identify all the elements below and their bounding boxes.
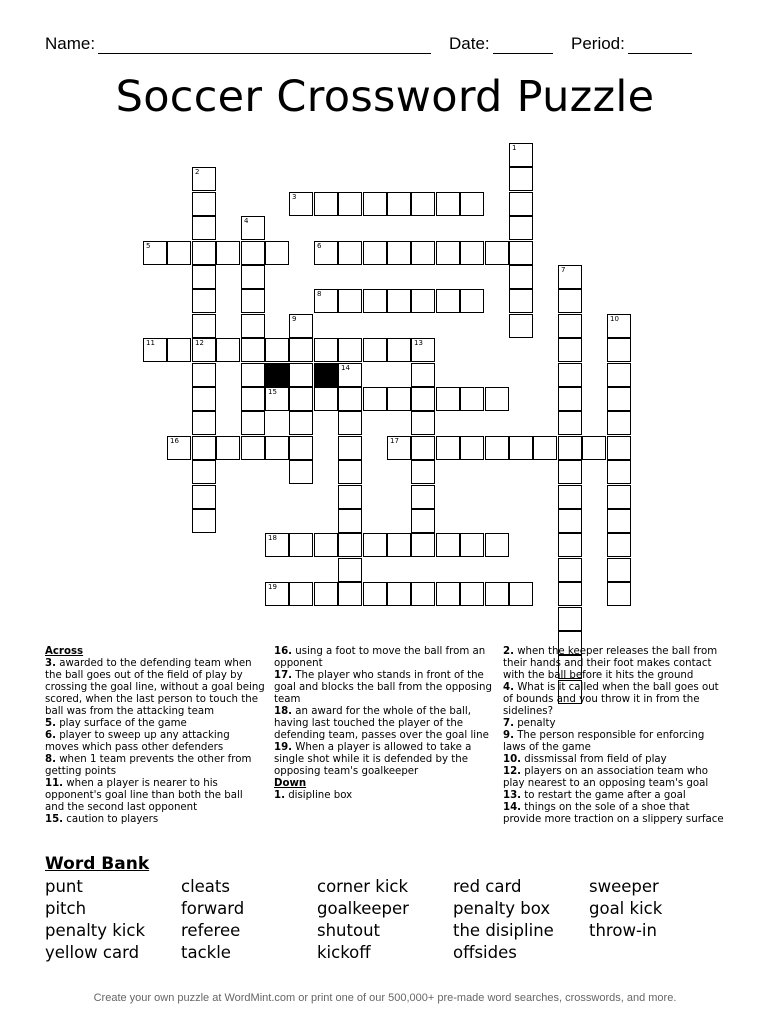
- grid-cell[interactable]: [192, 411, 216, 435]
- clue-text: players on an association team who play nearest to an opposing team's goal: [503, 766, 709, 789]
- clue-number: 10: [610, 315, 619, 323]
- clue-number-label: 10.: [503, 754, 522, 765]
- clue-item: [503, 802, 725, 826]
- grid-cell[interactable]: [558, 485, 582, 509]
- grid-cell[interactable]: [363, 338, 387, 362]
- grid-cell[interactable]: [192, 387, 216, 411]
- grid-cell[interactable]: [460, 387, 484, 411]
- word-bank-word: shutout: [317, 921, 381, 940]
- grid-cell[interactable]: [460, 289, 484, 313]
- grid-cell[interactable]: [192, 241, 216, 265]
- clue-text: an award for the whole of the ball, having last touched the player of the defending team, passes over the goal line: [274, 706, 489, 741]
- grid-cell[interactable]: [460, 582, 484, 606]
- grid-cell[interactable]: [485, 533, 509, 557]
- clue-text: using a foot to move the ball from an opponent: [274, 646, 486, 669]
- word-bank-column: [589, 876, 662, 942]
- clue-number: 12: [195, 339, 204, 347]
- grid-cell[interactable]: [387, 241, 411, 265]
- grid-cell[interactable]: [241, 289, 265, 313]
- clue-item: [45, 814, 265, 826]
- clue-text: The person responsible for enforcing laws of the game: [503, 730, 705, 753]
- grid-cell[interactable]: [192, 314, 216, 338]
- clue-number-label: 11.: [45, 778, 64, 789]
- grid-cell[interactable]: [241, 338, 265, 362]
- grid-cell[interactable]: [314, 289, 338, 313]
- word-bank-word: red card: [453, 877, 522, 896]
- grid-cell[interactable]: [411, 582, 435, 606]
- clue-number: 11: [146, 339, 155, 347]
- grid-cell[interactable]: [241, 387, 265, 411]
- word-bank-word: yellow card: [45, 943, 140, 962]
- grid-cell[interactable]: [387, 582, 411, 606]
- word-bank-word: sweeper: [589, 877, 659, 896]
- grid-cell[interactable]: [607, 460, 631, 484]
- grid-cell[interactable]: [241, 216, 265, 240]
- grid-cell[interactable]: [411, 338, 435, 362]
- grid-cell[interactable]: [192, 363, 216, 387]
- word-bank-word: cleats: [181, 877, 230, 896]
- grid-cell[interactable]: [192, 485, 216, 509]
- word-bank-word: goalkeeper: [317, 899, 409, 918]
- clues-column-1: [45, 646, 265, 826]
- grid-cell[interactable]: [387, 192, 411, 216]
- clue-number: 7: [561, 266, 566, 274]
- grid-cell[interactable]: [241, 436, 265, 460]
- grid-cell[interactable]: [363, 533, 387, 557]
- grid-cell[interactable]: [289, 460, 313, 484]
- grid-cell[interactable]: [289, 411, 313, 435]
- grid-cell[interactable]: [411, 509, 435, 533]
- word-bank-column: [317, 876, 409, 964]
- grid-cell[interactable]: [558, 338, 582, 362]
- clue-number: 1: [512, 144, 517, 152]
- grid-cell[interactable]: [363, 192, 387, 216]
- grid-cell[interactable]: [363, 582, 387, 606]
- grid-cell[interactable]: [167, 241, 191, 265]
- grid-cell[interactable]: [338, 582, 362, 606]
- grid-cell[interactable]: [387, 338, 411, 362]
- clue-number-label: 18.: [274, 706, 293, 717]
- clue-number-label: 16.: [274, 646, 293, 657]
- clue-text: when the keeper releases the ball from their hands and their foot makes contact with the ball before it hits the ground: [503, 646, 718, 681]
- grid-cell[interactable]: [436, 192, 460, 216]
- grid-cell[interactable]: [411, 436, 435, 460]
- grid-cell[interactable]: [289, 387, 313, 411]
- clue-number-label: 4.: [503, 682, 514, 693]
- grid-cell[interactable]: [265, 533, 289, 557]
- clue-item: [503, 730, 725, 754]
- clue-text: to restart the game after a goal: [521, 790, 686, 801]
- grid-cell[interactable]: [387, 533, 411, 557]
- grid-cell[interactable]: [509, 167, 533, 191]
- clue-number-label: 3.: [45, 658, 56, 669]
- grid-cell[interactable]: [509, 241, 533, 265]
- grid-cell[interactable]: [167, 436, 191, 460]
- grid-cell[interactable]: [509, 192, 533, 216]
- grid-cell[interactable]: [436, 582, 460, 606]
- grid-cell[interactable]: [314, 192, 338, 216]
- grid-cell[interactable]: [265, 387, 289, 411]
- grid-cell[interactable]: [558, 558, 582, 582]
- clue-number: 9: [292, 315, 297, 323]
- name-label: Name:: [45, 34, 96, 53]
- grid-cell[interactable]: [192, 509, 216, 533]
- grid-cell[interactable]: [558, 387, 582, 411]
- grid-cell[interactable]: [314, 241, 338, 265]
- grid-cell[interactable]: [607, 387, 631, 411]
- word-bank-word: the disipline: [453, 921, 554, 940]
- clue-text: when a player is nearer to his opponent's goal line than both the ball and the second last opponent: [45, 778, 243, 813]
- grid-cell[interactable]: [607, 582, 631, 606]
- grid-cell[interactable]: [436, 289, 460, 313]
- grid-cell[interactable]: [314, 338, 338, 362]
- clue-number: 17: [390, 437, 399, 445]
- grid-cell[interactable]: [436, 533, 460, 557]
- grid-cell[interactable]: [460, 192, 484, 216]
- clue-text: things on the sole of a shoe that provide more traction on a slippery surface: [503, 802, 724, 825]
- clue-number-label: 6.: [45, 730, 56, 741]
- grid-cell[interactable]: [607, 338, 631, 362]
- word-bank-word: goal kick: [589, 899, 663, 918]
- grid-cell[interactable]: [558, 265, 582, 289]
- grid-cell[interactable]: [509, 265, 533, 289]
- grid-cell[interactable]: [607, 509, 631, 533]
- clue-number-label: 7.: [503, 718, 514, 729]
- clue-number: 16: [170, 437, 179, 445]
- clue-number-label: 15.: [45, 814, 64, 825]
- clue-item: [274, 742, 492, 778]
- grid-cell[interactable]: [338, 436, 362, 460]
- grid-cell[interactable]: [192, 460, 216, 484]
- grid-cell[interactable]: [338, 485, 362, 509]
- word-bank-word: corner kick: [317, 877, 409, 896]
- grid-cell[interactable]: [192, 192, 216, 216]
- clue-number: 14: [341, 364, 350, 372]
- grid-cell[interactable]: [363, 289, 387, 313]
- grid-cell[interactable]: [265, 582, 289, 606]
- clue-item: [503, 682, 725, 718]
- grid-cell[interactable]: [314, 533, 338, 557]
- clue-item: [45, 718, 265, 730]
- grid-cell[interactable]: [411, 289, 435, 313]
- grid-cell[interactable]: [192, 216, 216, 240]
- grid-cell[interactable]: [509, 314, 533, 338]
- grid-cell[interactable]: [289, 582, 313, 606]
- grid-cell[interactable]: [607, 411, 631, 435]
- clues-column-3: [503, 646, 725, 826]
- word-bank-word: offsides: [453, 943, 517, 962]
- black-cell: [265, 363, 289, 387]
- clue-text: play surface of the game: [55, 718, 187, 729]
- grid-cell[interactable]: [485, 436, 509, 460]
- grid-cell[interactable]: [460, 241, 484, 265]
- grid-cell[interactable]: [558, 460, 582, 484]
- grid-cell[interactable]: [289, 363, 313, 387]
- word-bank-word: penalty box: [453, 899, 551, 918]
- grid-cell[interactable]: [460, 533, 484, 557]
- grid-cell[interactable]: [436, 387, 460, 411]
- grid-cell[interactable]: [216, 241, 240, 265]
- grid-cell[interactable]: [509, 436, 533, 460]
- grid-cell[interactable]: [192, 167, 216, 191]
- grid-cell[interactable]: [314, 582, 338, 606]
- grid-cell[interactable]: [509, 143, 533, 167]
- grid-cell[interactable]: [241, 265, 265, 289]
- grid-cell[interactable]: [387, 387, 411, 411]
- grid-cell[interactable]: [607, 558, 631, 582]
- clue-number-label: 5.: [45, 718, 56, 729]
- clue-item: [503, 718, 725, 730]
- clue-text: when 1 team prevents the other from getting points: [45, 754, 252, 777]
- grid-cell[interactable]: [607, 314, 631, 338]
- clues-column-2: [274, 646, 492, 802]
- clue-number-label: 13.: [503, 790, 522, 801]
- clue-number: 2: [195, 168, 200, 176]
- grid-cell[interactable]: [192, 338, 216, 362]
- grid-cell[interactable]: [509, 216, 533, 240]
- grid-cell[interactable]: [216, 436, 240, 460]
- clue-item: [45, 754, 265, 778]
- grid-cell[interactable]: [289, 436, 313, 460]
- grid-cell[interactable]: [509, 582, 533, 606]
- clue-item: [274, 646, 492, 670]
- grid-cell[interactable]: [558, 411, 582, 435]
- grid-cell[interactable]: [143, 241, 167, 265]
- clue-number-label: 12.: [503, 766, 522, 777]
- clue-number-label: 1.: [274, 790, 285, 801]
- clue-text: What is it called when the ball goes out of bounds and you throw it in from the sidelines?: [503, 682, 719, 717]
- grid-cell[interactable]: [289, 314, 313, 338]
- word-bank-word: penalty kick: [45, 921, 146, 940]
- down-heading: Down: [274, 778, 307, 789]
- grid-cell[interactable]: [289, 533, 313, 557]
- grid-cell[interactable]: [411, 533, 435, 557]
- across-heading: Across: [45, 646, 84, 657]
- grid-cell[interactable]: [338, 338, 362, 362]
- clue-item: [503, 646, 725, 682]
- clue-text: player to sweep up any attacking moves which pass other defenders: [45, 730, 230, 753]
- grid-cell[interactable]: [338, 289, 362, 313]
- grid-cell[interactable]: [241, 241, 265, 265]
- grid-cell[interactable]: [338, 460, 362, 484]
- grid-cell[interactable]: [216, 338, 240, 362]
- grid-cell[interactable]: [241, 411, 265, 435]
- grid-cell[interactable]: [241, 314, 265, 338]
- grid-cell[interactable]: [363, 241, 387, 265]
- grid-cell[interactable]: [485, 387, 509, 411]
- grid-cell[interactable]: [558, 289, 582, 313]
- clue-number: 4: [244, 217, 249, 225]
- grid-cell[interactable]: [387, 436, 411, 460]
- grid-cell[interactable]: [167, 338, 191, 362]
- grid-cell[interactable]: [143, 338, 167, 362]
- grid-cell[interactable]: [533, 436, 557, 460]
- grid-cell[interactable]: [338, 192, 362, 216]
- clue-number-label: 2.: [503, 646, 514, 657]
- grid-cell[interactable]: [411, 460, 435, 484]
- clue-number: 13: [414, 339, 423, 347]
- clue-text: When a player is allowed to take a single shot while it is defended by the opposing team's goalkeeper: [274, 742, 472, 777]
- clue-text: dissmissal from field of play: [521, 754, 667, 765]
- clue-number: 6: [317, 242, 322, 250]
- grid-cell[interactable]: [436, 436, 460, 460]
- grid-cell[interactable]: [387, 289, 411, 313]
- grid-cell[interactable]: [338, 411, 362, 435]
- grid-cell[interactable]: [607, 533, 631, 557]
- clue-number: 5: [146, 242, 151, 250]
- clue-number: 3: [292, 193, 297, 201]
- word-bank-word: kickoff: [317, 943, 371, 962]
- grid-cell[interactable]: [265, 241, 289, 265]
- clue-number: 15: [268, 388, 277, 396]
- word-bank-word: forward: [181, 899, 245, 918]
- clue-text: penalty: [513, 718, 556, 729]
- grid-cell[interactable]: [338, 241, 362, 265]
- word-bank-column: [45, 876, 145, 964]
- clue-number-label: 9.: [503, 730, 514, 741]
- grid-cell[interactable]: [558, 436, 582, 460]
- grid-cell[interactable]: [411, 363, 435, 387]
- word-bank-word: punt: [45, 877, 83, 896]
- grid-cell[interactable]: [241, 363, 265, 387]
- grid-cell[interactable]: [411, 241, 435, 265]
- grid-cell[interactable]: [289, 192, 313, 216]
- clue-number-label: 14.: [503, 802, 522, 813]
- grid-cell[interactable]: [265, 436, 289, 460]
- clue-number: 18: [268, 534, 277, 542]
- grid-cell[interactable]: [192, 436, 216, 460]
- grid-cell[interactable]: [411, 411, 435, 435]
- clue-item: [503, 754, 725, 766]
- grid-cell[interactable]: [436, 241, 460, 265]
- date-label: Date:: [449, 34, 490, 53]
- word-bank-column: [453, 876, 554, 964]
- grid-cell[interactable]: [338, 558, 362, 582]
- grid-cell[interactable]: [607, 363, 631, 387]
- grid-cell[interactable]: [485, 241, 509, 265]
- grid-cell[interactable]: [192, 265, 216, 289]
- grid-cell[interactable]: [558, 363, 582, 387]
- grid-cell[interactable]: [265, 338, 289, 362]
- clue-item: [45, 658, 265, 718]
- grid-cell[interactable]: [558, 607, 582, 631]
- black-cell: [314, 363, 338, 387]
- clue-number-label: 17.: [274, 670, 293, 681]
- grid-cell[interactable]: [485, 582, 509, 606]
- grid-cell[interactable]: [558, 509, 582, 533]
- grid-cell[interactable]: [411, 387, 435, 411]
- period-label: Period:: [571, 34, 625, 53]
- grid-cell[interactable]: [363, 387, 387, 411]
- grid-cell[interactable]: [338, 363, 362, 387]
- page-title: Soccer Crossword Puzzle: [115, 72, 655, 122]
- grid-cell[interactable]: [411, 192, 435, 216]
- clue-number: 19: [268, 583, 277, 591]
- clue-item: [45, 730, 265, 754]
- grid-cell[interactable]: [607, 436, 631, 460]
- grid-cell[interactable]: [338, 387, 362, 411]
- grid-cell[interactable]: [582, 436, 606, 460]
- grid-cell[interactable]: [338, 533, 362, 557]
- clue-item: [274, 670, 492, 706]
- grid-cell[interactable]: [558, 533, 582, 557]
- clue-item: [503, 790, 725, 802]
- grid-cell[interactable]: [192, 289, 216, 313]
- word-bank-word: tackle: [181, 943, 231, 962]
- clue-item: [45, 778, 265, 814]
- clue-item: [503, 766, 725, 790]
- grid-cell[interactable]: [607, 485, 631, 509]
- word-bank-word: referee: [181, 921, 241, 940]
- clue-item: [274, 790, 492, 802]
- grid-cell[interactable]: [289, 338, 313, 362]
- clue-text: The player who stands in front of the goal and blocks the ball from the opposing team: [274, 670, 492, 705]
- word-bank-word: throw-in: [589, 921, 657, 940]
- grid-cell[interactable]: [509, 289, 533, 313]
- grid-cell[interactable]: [338, 509, 362, 533]
- grid-cell[interactable]: [558, 314, 582, 338]
- clue-number-label: 8.: [45, 754, 56, 765]
- grid-cell[interactable]: [460, 436, 484, 460]
- clue-text: disipline box: [284, 790, 353, 801]
- grid-cell[interactable]: [411, 485, 435, 509]
- footer-text: Create your own puzzle at WordMint.com or print one of our 500,000+ pre-made word searches, crosswords, and more.: [93, 992, 677, 1004]
- word-bank-title: Word Bank: [45, 854, 150, 874]
- clue-item: [274, 706, 492, 742]
- grid-cell[interactable]: [558, 582, 582, 606]
- clue-number: 8: [317, 290, 322, 298]
- word-bank-word: pitch: [45, 899, 87, 918]
- grid-cell[interactable]: [314, 387, 338, 411]
- word-bank-column: [181, 876, 244, 964]
- clue-text: awarded to the defending team when the ball goes out of the field of play by crossing the goal line, without a goal being scored, when the last person to touch the ball was from the attacking team: [45, 658, 265, 717]
- clue-text: caution to players: [63, 814, 159, 825]
- clue-number-label: 19.: [274, 742, 293, 753]
